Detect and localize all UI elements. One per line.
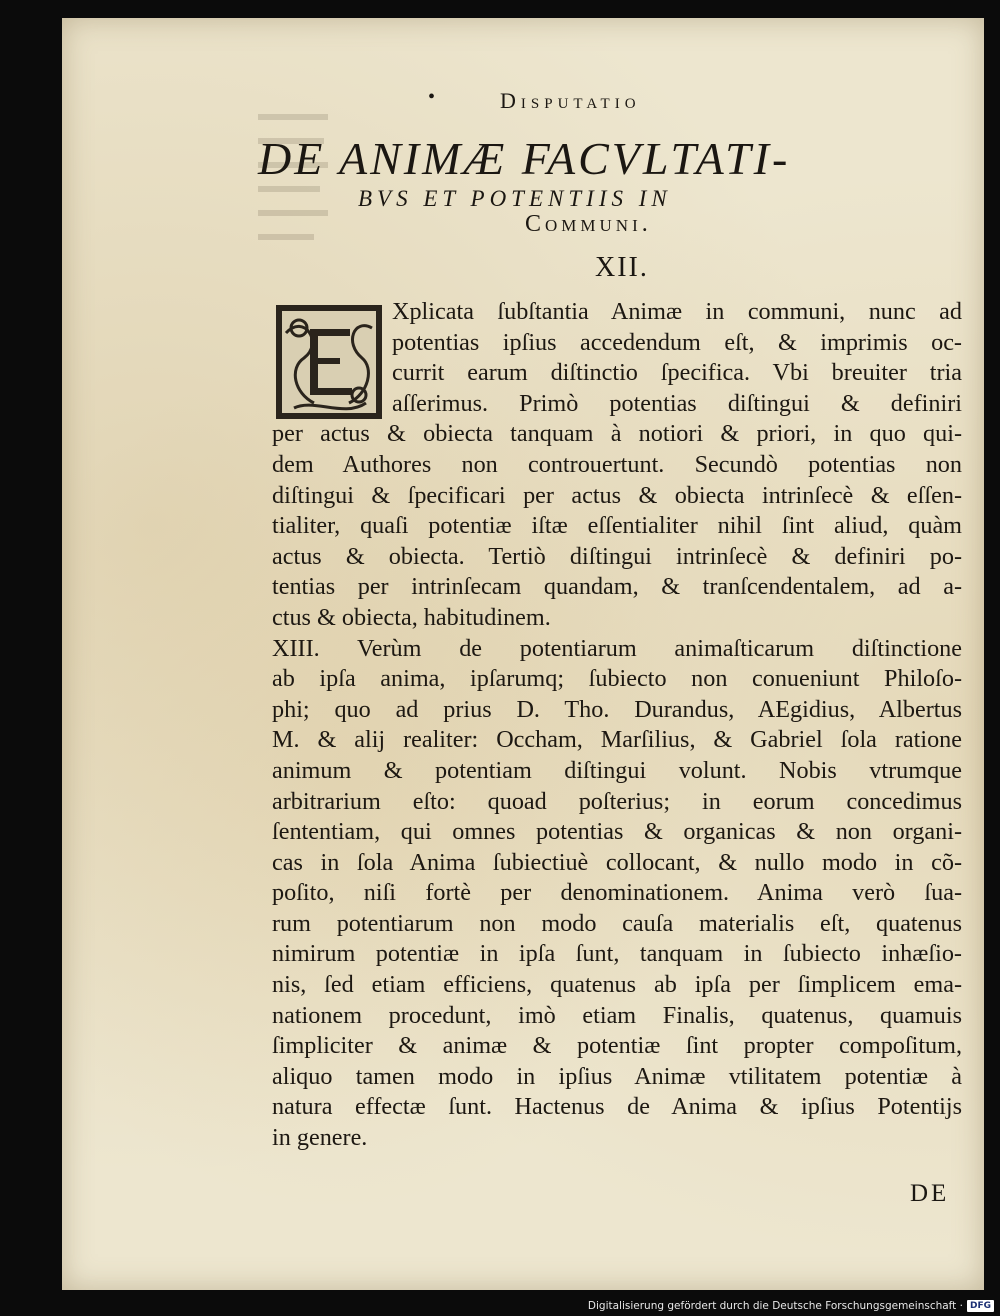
title-line-3: Communi.: [525, 211, 652, 237]
body-line: arbitrarium eſto: quoad poſterius; in eorum concedimus: [272, 787, 962, 815]
body-line: nis, ſed etiam efficiens, quatenus ab ipſa per ſimplicem ema-: [272, 971, 962, 999]
body-line: ſententiam, qui omnes potentias & organicas & non organi-: [272, 818, 962, 846]
body-line: tentias per intrinſecam quandam, & tranſcendentalem, ad a-: [272, 573, 962, 601]
body-line: animum & potentiam diſtingui volunt. Nobis vtrumque: [272, 756, 962, 784]
body-line: tialiter, quaſi potentiæ iſtæ eſſentialiter nihil ſint aliud, quàm: [272, 512, 962, 540]
body-line: dem Authores non controuertunt. Secundò potentias non: [272, 450, 962, 478]
title-line-2: BVS ET POTENTIIS IN: [358, 186, 672, 211]
body-line: Xplicata ſubſtantia Animæ in communi, nunc ad: [392, 298, 962, 325]
body-line: M. & alij realiter: Occham, Marſilius, & Gabriel ſola ratione: [272, 726, 962, 754]
title-line-1: DE ANIMÆ FACVLTATI-: [258, 133, 791, 184]
body-line: ctus & obiecta, habitudinem.: [272, 603, 551, 631]
body-line: rum potentiarum non modo cauſa materialis eſt, quatenus: [272, 909, 962, 937]
digitization-credit: [588, 1300, 994, 1312]
body-line: currit earum diſtinctio ſpecifica. Vbi breuiter tria: [392, 359, 962, 387]
section-number: XII.: [595, 252, 649, 283]
body-line: per actus & obiecta tanquam à notiori & priori, in quo qui-: [272, 420, 962, 448]
body-line: aſſerimus. Primò potentias diſtingui & definiri: [392, 389, 962, 417]
body-line: XIII. Verùm de potentiarum animaſticarum diſtinctione: [272, 634, 962, 662]
body-line: actus & obiecta. Tertiò diſtingui intrinſecè & definiri po-: [272, 542, 962, 570]
running-head: Disputatio: [500, 88, 641, 113]
body-text: [272, 297, 962, 1154]
body-line: ſimpliciter & animæ & potentiæ ſint propter compoſitum,: [272, 1032, 962, 1060]
body-line: cas in ſola Anima ſubiectiuè collocant, & nullo modo in cõ-: [272, 848, 962, 876]
body-line: diſtingui & ſpecificari per actus & obiecta intrinſecè & eſſen-: [272, 481, 962, 509]
body-line: ab ipſa anima, ipſarumq; ſubiecto non conueniunt Philoſo-: [272, 665, 962, 693]
body-line: nationem procedunt, imò etiam Finalis, quatenus, quamuis: [272, 1001, 962, 1029]
body-line: poſito, niſi fortè per denominationem. Anima verò ſua-: [272, 879, 962, 907]
catchword: DE: [910, 1180, 950, 1207]
credit-text: Digitalisierung gefördert durch die Deutsche Forschungsgemeinschaft ·: [587, 1300, 963, 1312]
dfg-logo-icon: DFG: [967, 1300, 994, 1312]
body-line: aliquo tamen modo in ipſius Animæ vtilitatem potentiæ à: [272, 1062, 962, 1090]
body-line: nimirum potentiæ in ipſa ſunt, tanquam in ſubiecto inhæſio-: [272, 940, 962, 968]
body-line: phi; quo ad prius D. Tho. Durandus, AEgidius, Albertus: [272, 695, 962, 723]
body-line: in genere.: [272, 1124, 368, 1152]
body-line: natura effectæ ſunt. Hactenus de Anima & ipſius Potentijs: [272, 1093, 962, 1121]
ornament-dot: •: [428, 86, 436, 108]
body-line: potentias ipſius accedendum eſt, & imprimis oc-: [392, 328, 962, 356]
